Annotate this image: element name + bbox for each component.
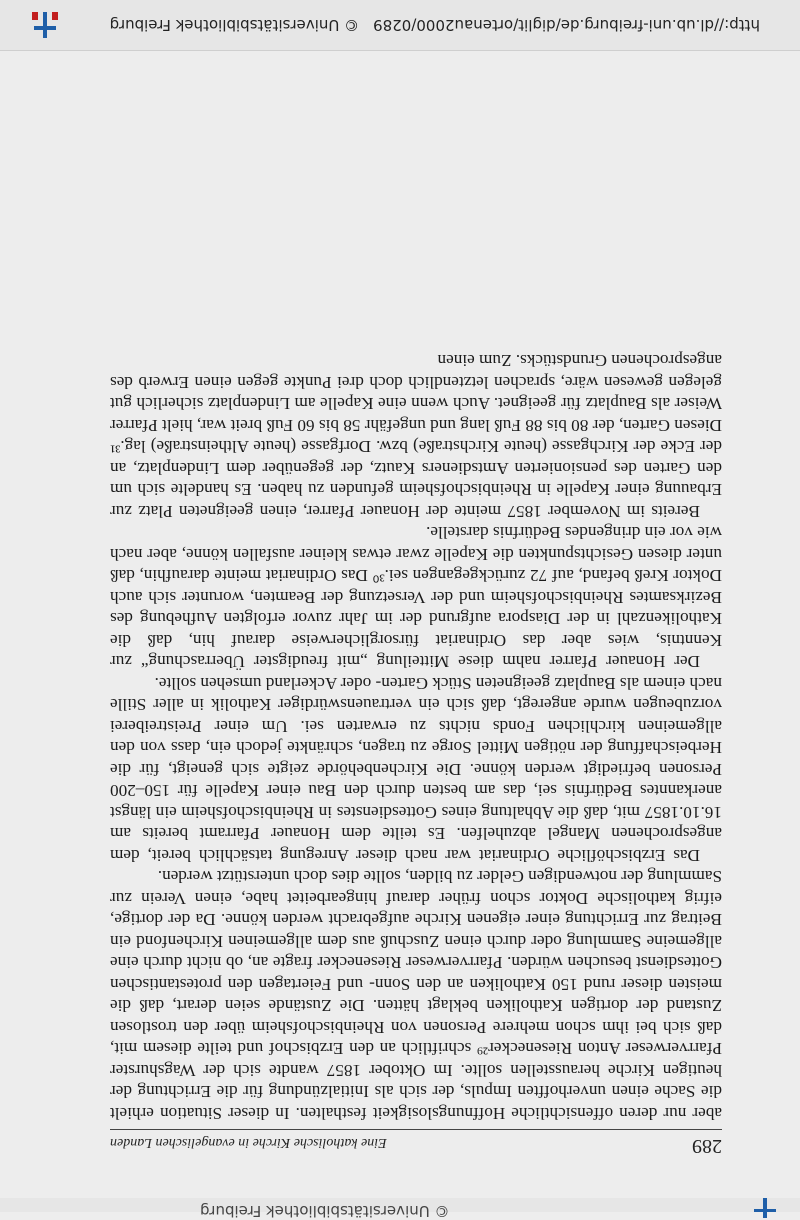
paragraph: Bereits im November 1857 meinte der Honauer Pfarrer, einen geeigneten Platz zur Erbauung einer Kapelle in Rheinbischofsheim gefunden zu haben. Es handelte sich um den Garten des pensionierten Amtsdieners Kautz, der gegenüber dem Lindenplatz, an der Ecke der Kirchgasse (heute Kirchstraße) bzw. Dorfgasse (heute Altheinstraße) lag.³¹ Diesen Garten, der 80 bis 88 Fuß lang und ungefähr 58 bis 60 Fuß breit war, hielt Pfarrer Weiser als Bauplatz für geeignet. Auch wenn eine Kapelle am Lindenplatz sicherlich gut gelegen gewesen wäre, sprachen letztendlich doch drei Punkte gegen einen Erwerb des angesprochenen Grundstücks. Zum einen xyxy=(110,351,722,521)
bottom-bar xyxy=(0,1198,800,1220)
paragraph: aber nur deren offensichtliche Hoffnungslosigkeit festhalten. In dieser Situation erhielt die Sache einen unverhofften Impuls, der sich als Initialzündung für die Errichtung der heutigen Kirche herausstellen sollte. Im Oktober 1857 wandte sich der Wagshurster Pfarrverweser Anton Riesenecker²⁹ schriftlich an den Erzbischof und teilte diesem mit, daß sich bei ihm schon mehrere Personen von Rheinbischofsheim über den trostlosen Zustand der dortigen Katholiken beklagt hätten. Die Zustände seien derart, daß die meisten dieser rund 150 Katholiken an den Sonn- und Feiertagen den protestantischen Gottesdienst besuchen würden. Pfarrverweser Riesenecker fragte an, ob nicht durch eine allgemeine Sammlung oder durch einen Zuschuß aus dem allgemeinen Kirchenfond ein Beitrag zur Errichtung einer eigenen Kirche aufgebracht werden könne. Da der dortige, eifrig katholische Doktor schon früher darauf hingearbeitet habe, einen Verein zur Sammlung der notwendigen Gelder zu bilden, sollte dies doch unterstützt werden. xyxy=(110,867,722,1123)
source-url-bar xyxy=(60,12,760,34)
paragraph: Der Honauer Pfarrer nahm diese Mitteilung „mit freudigster Überraschung“ zur Kenntnis, wies aber das Ordinariat fürsorglicherweise darauf hin, daß die Katholikenzahl in der Diaspora aufgrund der im Jahr zuvor erfolgten Aufhebung des Bezirksamtes Rheinbischofsheim und der Versetzung der Beamten, worunter sich auch Doktor Kreß befand, auf 72 zurückgegangen sei.³⁰ Das Ordinariat meinte daraufhin, daß unter diesen Gesichtspunkten die Kapelle zwar etwas kleiner ausfallen könne, aber nach wie vor ein dringendes Bedürfnis darstelle. xyxy=(110,523,722,672)
running-head-title: Eine katholische Kirche in evangelischen Landen xyxy=(110,1135,387,1150)
page-number: 289 xyxy=(692,1135,722,1157)
running-head xyxy=(110,1129,722,1162)
footer-copyright: © Universitätsbibliothek Freiburg xyxy=(200,1202,450,1220)
source-url[interactable]: http://dl.ub.uni-freiburg.de/diglit/ortenau2000/0289 xyxy=(373,16,760,34)
university-logo-icon xyxy=(30,8,60,38)
paragraph: Das Erzbischöfliche Ordinariat war nach dieser Anregung tatsächlich bereit, dem angesprochenen Mangel abzuhelfen. Es teilte dem Honauer Pfarramt bereits am 16.10.1857 mit, daß die Abhaltung eines Gottesdienstes in Rheinbischofsheim ein längst anerkanntes Bedürfnis sei, das am besten durch den Bau einer Kapelle für 150–200 Personen befriedigt werden könne. Die Kirchenbehörde zeigte sich geneigt, für die Herbeischaffung der nötigen Mittel Sorge zu tragen, schränkte jedoch ein, dass von den allgemeinen kirchlichen Fonds nichts zu erwarten sei. Um einer Preistreiberei vorzubeugen wurde angeregt, daß sich ein vertrauenswürdiger Katholik in aller Stille nach einem als Bauplatz geeigneten Stück Garten- oder Ackerland umsehen sollte. xyxy=(110,674,722,865)
top-bar xyxy=(0,0,800,51)
copyright-notice: © Universitätsbibliothek Freiburg xyxy=(109,16,360,34)
body-text xyxy=(110,350,722,1124)
book-page xyxy=(86,110,746,1170)
university-logo-icon xyxy=(750,1188,780,1218)
